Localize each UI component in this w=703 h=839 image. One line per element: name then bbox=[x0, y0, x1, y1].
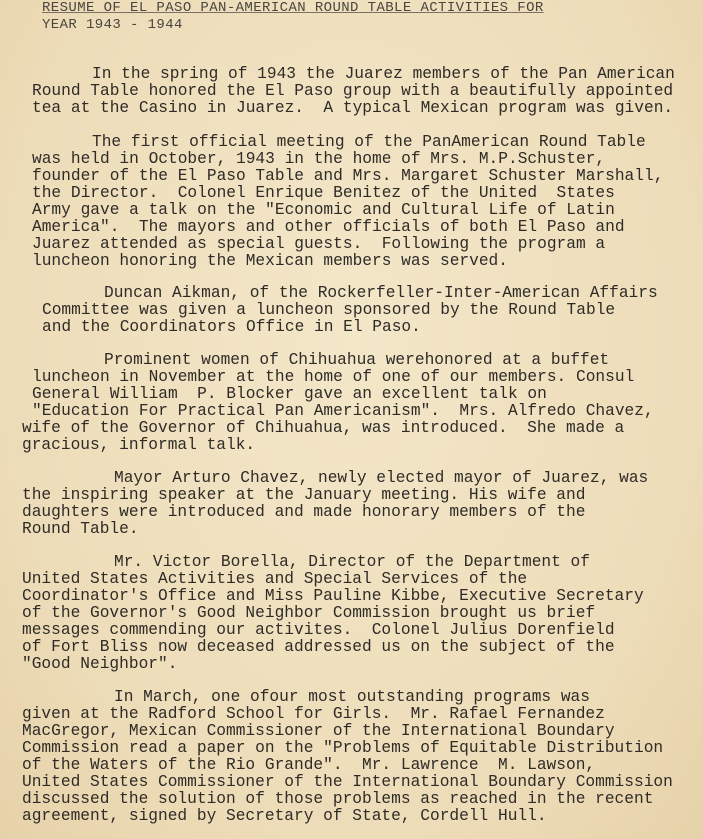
paragraph-2-line-3: founder of the El Paso Table and Mrs. Margaret Schuster Marshall, bbox=[32, 167, 664, 185]
paragraph-4-line-4: "Education For Practical Pan Americanism". Mrs. Alfredo Chavez, bbox=[32, 402, 654, 420]
paragraph-3-line-1: Duncan Aikman, of the Rockerfeller-Inter-American Affairs bbox=[104, 284, 658, 302]
paragraph-6-line-5: messages commending our activites. Colonel Julius Dorenfield bbox=[22, 621, 615, 639]
paragraph-3-line-3: and the Coordinators Office in El Paso. bbox=[42, 318, 421, 336]
paragraph-7-line-6: United States Commissioner of the International Boundary Commission bbox=[22, 773, 673, 791]
paragraph-1-line-3: tea at the Casino in Juarez. A typical Mexican program was given. bbox=[32, 99, 674, 117]
paragraph-1-line-2: Round Table honored the El Paso group with a beautifully appointed bbox=[32, 82, 674, 100]
paragraph-4-line-3: General William P. Blocker gave an excellent talk on bbox=[32, 385, 547, 403]
paragraph-6-line-7: "Good Neighbor". bbox=[22, 655, 178, 673]
paragraph-4-line-6: gracious, informal talk. bbox=[22, 436, 256, 454]
paragraph-7-line-5: of the Waters of the Rio Grande". Mr. Lawrence M. Lawson, bbox=[22, 756, 596, 774]
paragraph-7-line-8: agreement, signed by Secretary of State, Cordell Hull. bbox=[22, 807, 547, 825]
paragraph-2-line-7: Juarez attended as special guests. Following the program a bbox=[32, 235, 606, 253]
paragraph-7-line-4: Commission read a paper on the "Problems of Equitable Distribution bbox=[22, 739, 664, 757]
paragraph-4-line-2: luncheon in November at the home of one of our members. Consul bbox=[32, 368, 635, 386]
paragraph-4-line-1: Prominent women of Chihuahua werehonored at a buffet bbox=[104, 351, 610, 369]
paragraph-2-line-1: The first official meeting of the PanAmerican Round Table bbox=[92, 133, 646, 151]
paragraph-7-line-1: In March, one ofour most outstanding programs was bbox=[114, 688, 590, 706]
paragraph-3-line-2: Committee was given a luncheon sponsored by the Round Table bbox=[42, 301, 616, 319]
paragraph-6-line-1: Mr. Victor Borella, Director of the Department of bbox=[114, 553, 590, 571]
paragraph-5-line-3: daughters were introduced and made honorary members of the bbox=[22, 503, 586, 521]
paragraph-2-line-6: America". The mayors and other officials of both El Paso and bbox=[32, 218, 625, 236]
paragraph-2-line-8: luncheon honoring the Mexican members was served. bbox=[32, 252, 508, 270]
paragraph-6-line-2: United States Activities and Special Services of the bbox=[22, 570, 528, 588]
paragraph-5-line-1: Mayor Arturo Chavez, newly elected mayor of Juarez, was bbox=[114, 469, 649, 487]
paragraph-1-line-1: In the spring of 1943 the Juarez members of the Pan American bbox=[92, 65, 675, 83]
paragraph-4-line-5: wife of the Governor of Chihuahua, was introduced. She made a bbox=[22, 419, 625, 437]
paragraph-2-line-2: was held in October, 1943 in the home of Mrs. M.P.Schuster, bbox=[32, 150, 606, 168]
paragraph-7-line-2: given at the Radford School for Girls. Mr. Rafael Fernandez bbox=[22, 705, 605, 723]
paragraph-7-line-3: MacGregor, Mexican Commissioner of the International Boundary bbox=[22, 722, 615, 740]
paragraph-2-line-4: the Director. Colonel Enrique Benitez of the United States bbox=[32, 184, 615, 202]
title-line-2: YEAR 1943 - 1944 bbox=[42, 17, 183, 33]
paragraph-5-line-4: Round Table. bbox=[22, 520, 139, 538]
paragraph-6-line-4: of the Governor's Good Neighbor Commission brought us brief bbox=[22, 604, 596, 622]
title-line-1: RESUME OF EL PASO PAN-AMERICAN ROUND TABLE ACTIVITIES FOR bbox=[42, 0, 544, 16]
paragraph-5-line-2: the inspiring speaker at the January meeting. His wife and bbox=[22, 486, 586, 504]
paragraph-7-line-7: discussed the solution of those problems as reached in the recent bbox=[22, 790, 654, 808]
paragraph-2-line-5: Army gave a talk on the "Economic and Cultural Life of Latin bbox=[32, 201, 615, 219]
paragraph-6-line-6: of Fort Bliss now deceased addressed us on the subject of the bbox=[22, 638, 615, 656]
document-title bbox=[42, 0, 544, 34]
paragraph-6-line-3: Coordinator's Office and Miss Pauline Kibbe, Executive Secretary bbox=[22, 587, 644, 605]
